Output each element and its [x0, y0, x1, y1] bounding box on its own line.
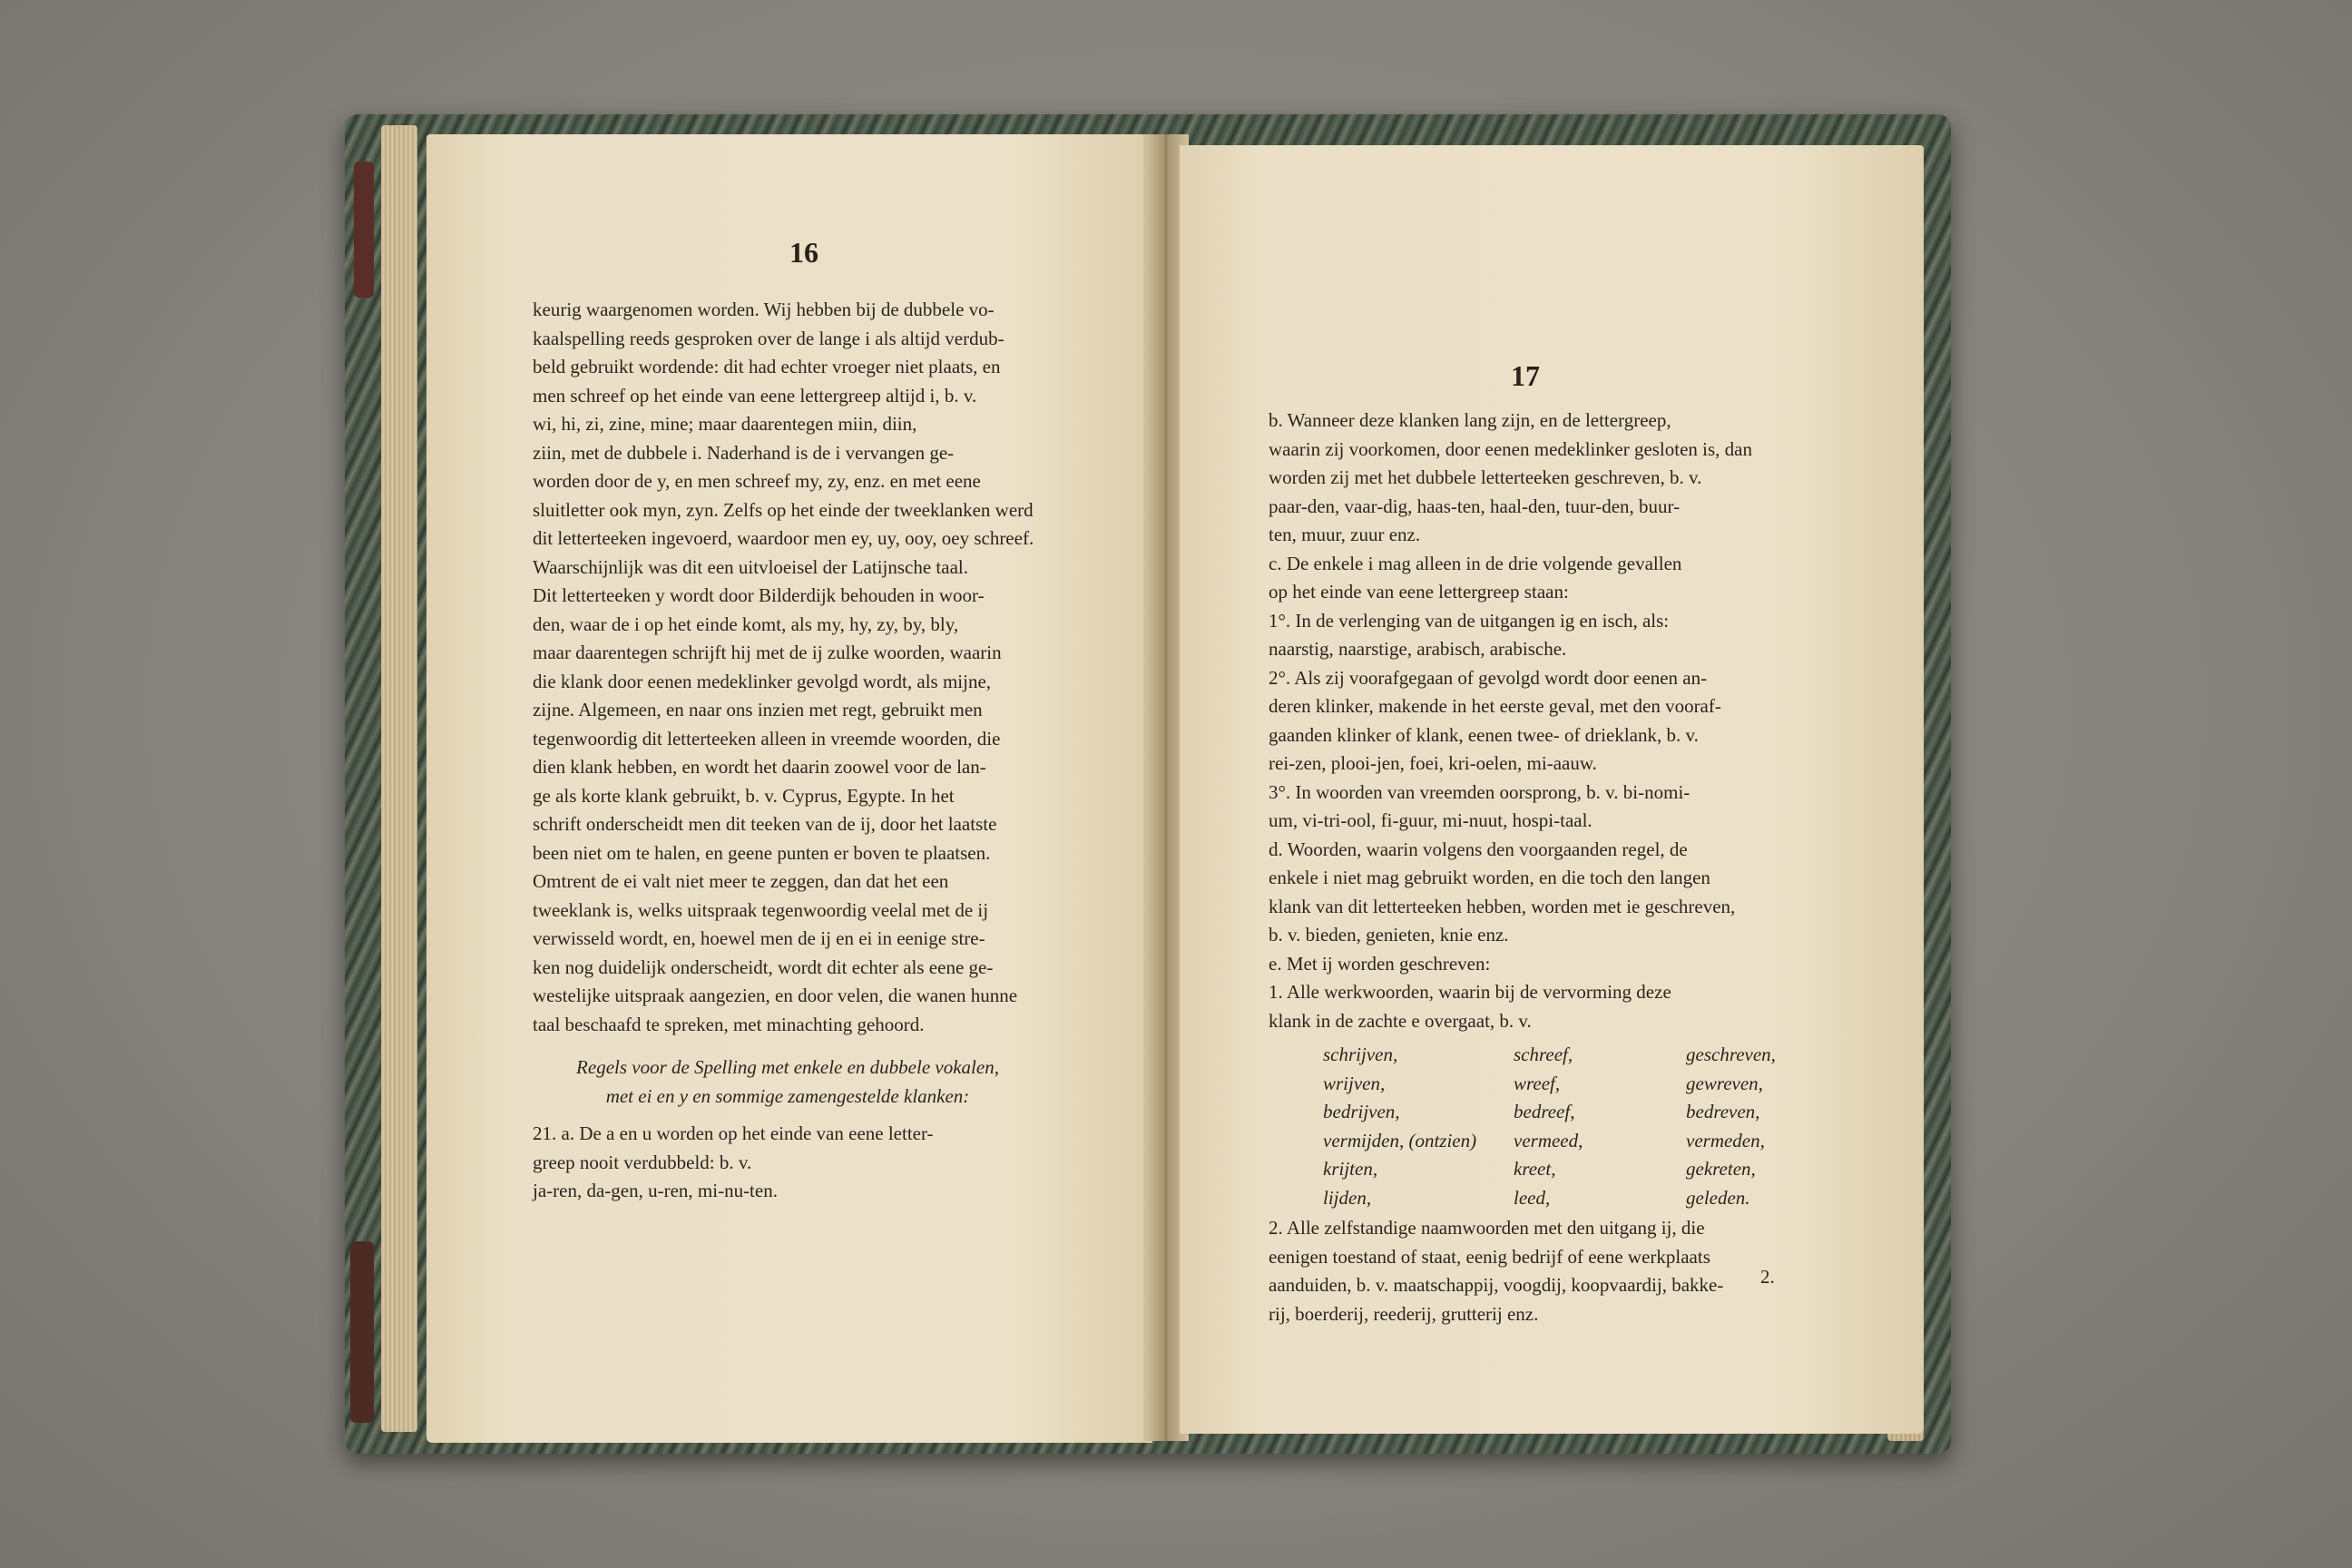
text-line: Omtrent de ei valt niet meer te zeggen, dan dat het een [533, 870, 949, 892]
table-cell: kreet, [1514, 1158, 1556, 1180]
text-line: westelijke uitspraak aangezien, en door velen, die wanen hunne [533, 985, 1018, 1006]
text-line: op het einde van eene lettergreep staan: [1269, 581, 1569, 603]
table-cell: geleden. [1686, 1186, 1750, 1209]
text-line: den, waar de i op het einde komt, als my, hy, zy, by, bly, [533, 612, 959, 635]
right-paragraphs [1269, 407, 1777, 1035]
table-cell: vermeed, [1514, 1129, 1583, 1152]
table-cell: bedrijven, [1323, 1101, 1400, 1122]
text-line: gaanden klinker of klank, eenen twee- of drieklank, b. v. [1269, 723, 1699, 746]
text-line: ziin, met de dubbele i. Naderhand is de i vervangen ge- [533, 441, 955, 464]
text-line: worden door de y, en men schreef my, zy, enz. en met eene [533, 470, 981, 492]
text-line: dien klank hebben, en wordt het daarin zoowel voor de lan- [533, 756, 986, 778]
text-line: klank in de zachte e overgaat, b. v. [1269, 1009, 1532, 1032]
text-line: 3°. In woorden van vreemden oorsprong, b. v. bi-nomi- [1269, 780, 1690, 803]
text-line: tweeklank is, welks uitspraak tegenwoordig veelal met de ij [533, 898, 989, 921]
table-cell: wreef, [1514, 1072, 1561, 1094]
text-line: die klank door eenen medeklinker gevolgd wordt, als mijne, [533, 670, 992, 692]
text-line: keurig waargenomen worden. Wij hebben bij de dubbele vo- [533, 299, 995, 320]
text-line: Waarschijnlijk was dit een uitvloeisel der Latijnsche taal. [533, 555, 968, 578]
text-line: dit letterteeken ingevoerd, waardoor men ey, uy, ooy, oey schreef. [533, 527, 1034, 549]
text-line: wi, hi, zi, zine, mine; maar daarentegen miin, diin, [533, 413, 917, 435]
text-line: deren klinker, makende in het eerste geval, met den vooraf- [1269, 695, 1721, 717]
cover-damage [354, 162, 374, 298]
table-cell: vermijden, (ontzien) [1323, 1129, 1477, 1152]
table-cell: krijten, [1323, 1158, 1378, 1180]
text-line: taal beschaafd te spreken, met minachting gehoord. [533, 1013, 925, 1035]
text-line: um, vi-tri-ool, fi-guur, mi-nuut, hospi-taal. [1269, 809, 1592, 831]
text-line: 2°. Als zij voorafgegaan of gevolgd wordt door eenen an- [1269, 666, 1708, 689]
text-line: beld gebruikt wordende: dit had echter vroeger niet plaats, en [533, 356, 1001, 377]
text-line: schrift onderscheidt men dit teeken van de ij, door het laatste [533, 813, 997, 835]
rule-e2 [1269, 1214, 1777, 1328]
text-line: enkele i niet mag gebruikt worden, en die toch den langen [1269, 867, 1710, 888]
table-cell: leed, [1514, 1186, 1551, 1209]
text-line: worden zij met het dubbele letterteeken geschreven, b. v. [1269, 466, 1702, 488]
text-line: 21. a. De a en u worden op het einde van eene letter- [533, 1122, 934, 1144]
right-page [1180, 145, 1924, 1434]
text-line: 2. Alle zelfstandige naamwoorden met den uitgang ij, die [1269, 1217, 1705, 1239]
text-line: b. v. bieden, genieten, knie enz. [1269, 924, 1509, 946]
table-cell: wrijven, [1323, 1072, 1386, 1094]
text-line: rei-zen, plooi-jen, foei, kri-oelen, mi-aauw. [1269, 752, 1597, 774]
text-line: ja-ren, da-gen, u-ren, mi-nu-ten. [533, 1180, 778, 1201]
text-line: greep nooit verdubbeld: b. v. [533, 1151, 752, 1173]
table-cell: schrijven, [1323, 1044, 1398, 1065]
text-line: eenigen toestand of staat, eenig bedrijf of eene werkplaats [1269, 1245, 1710, 1268]
page-edges-left [381, 125, 417, 1432]
text-line: ge als korte klank gebruikt, b. v. Cyprus, Egypte. In het [533, 784, 955, 807]
right-page-body [1269, 407, 1777, 1328]
table-cell: lijden, [1323, 1186, 1372, 1209]
table-cell: bedreven, [1686, 1101, 1760, 1122]
signature-mark: 2. [1760, 1266, 1775, 1288]
text-line: naarstig, naarstige, arabisch, arabische. [1269, 638, 1567, 660]
text-line: Regels voor de Spelling met enkele en dubbele vokalen, [576, 1056, 999, 1078]
text-line: Dit letterteeken y wordt door Bilderdijk behouden in woor- [533, 584, 985, 606]
text-line: waarin zij voorkomen, door eenen medeklinker gesloten is, dan [1269, 437, 1752, 460]
left-page-body [533, 296, 1043, 1206]
text-line: met ei en y en sommige zamengestelde klanken: [605, 1084, 970, 1107]
table-cell: geschreven, [1686, 1044, 1776, 1065]
text-line: b. Wanneer deze klanken lang zijn, en de lettergreep, [1269, 409, 1671, 431]
table-cell: gekreten, [1686, 1158, 1756, 1180]
verb-table [1323, 1041, 1777, 1212]
text-line: ken nog duidelijk onderscheidt, wordt dit echter als eene ge- [533, 956, 994, 978]
open-book [345, 107, 1960, 1459]
section-heading [533, 1054, 1043, 1111]
text-line: paar-den, vaar-dig, haas-ten, haal-den, tuur-den, buur- [1269, 495, 1681, 517]
text-line: tegenwoordig dit letterteeken alleen in vreemde woorden, die [533, 727, 1001, 750]
table-cell: bedreef, [1514, 1101, 1575, 1122]
table-cell: vermeden, [1686, 1129, 1765, 1152]
text-line: verwisseld wordt, en, hoewel men de ij en ei in eenige stre- [533, 927, 985, 949]
text-line: e. Met ij worden geschreven: [1269, 952, 1491, 975]
left-page [426, 134, 1152, 1443]
cover-damage [350, 1241, 374, 1423]
text-line: sluitletter ook myn, zyn. Zelfs op het einde der tweeklanken werd [533, 498, 1034, 521]
rule-21 [533, 1120, 1043, 1206]
left-paragraphs [533, 296, 1043, 1039]
text-line: men schreef op het einde van eene lettergreep altijd i, b. v. [533, 384, 977, 407]
page-number-left: 16 [789, 236, 818, 269]
text-line: c. De enkele i mag alleen in de drie volgende gevallen [1269, 552, 1682, 574]
text-line: ten, muur, zuur enz. [1269, 524, 1421, 545]
text-line: klank van dit letterteeken hebben, worden met ie geschreven, [1269, 895, 1736, 917]
text-line: been niet om te halen, en geene punten er boven te plaatsen. [533, 841, 991, 864]
text-line: aanduiden, b. v. maatschappij, voogdij, koopvaardij, bakke- [1269, 1274, 1724, 1296]
text-line: d. Woorden, waarin volgens den voorgaanden regel, de [1269, 838, 1688, 860]
text-line: maar daarentegen schrijft hij met de ij zulke woorden, waarin [533, 642, 1002, 663]
text-line: 1°. In de verlenging van de uitgangen ig en isch, als: [1269, 609, 1670, 632]
text-line: 1. Alle werkwoorden, waarin bij de vervorming deze [1269, 981, 1671, 1003]
text-line: zijne. Algemeen, en naar ons inzien met regt, gebruikt men [533, 699, 983, 720]
text-line: rij, boerderij, reederij, grutterij enz. [1269, 1302, 1539, 1325]
text-line: kaalspelling reeds gesproken over de lange i als altijd verdub- [533, 327, 1004, 349]
table-cell: gewreven, [1686, 1072, 1763, 1094]
page-number-right: 17 [1511, 359, 1540, 392]
table-cell: schreef, [1514, 1044, 1573, 1065]
